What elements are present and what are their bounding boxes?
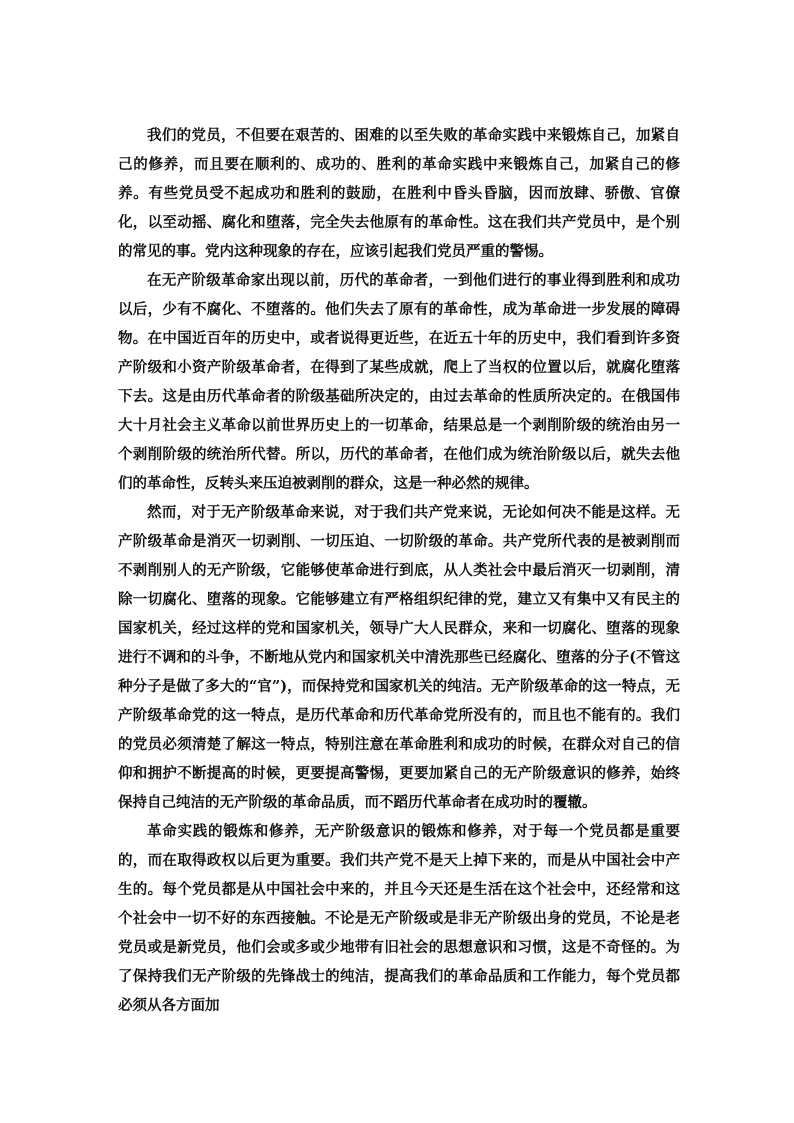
paragraph-1: 我们的党员，不但要在艰苦的、困难的以至失败的革命实践中来锻炼自己，加紧自己的修养，而且要在顺利的、成功的、胜利的革命实践中来锻炼自己，加紧自己的修养。有些党员受不起成功和胜利的鼓励，在胜利中昏头昏脑，因而放肆、骄傲、官僚化，以至动摇、腐化和堕落，完全失去他原有的革命性。这在我们共产党员中，是个别的常见的事。党内这种现象的存在，应该引起我们党员严重的警惕。 <box>118 127 680 260</box>
document-body <box>118 121 680 1020</box>
paragraph-2: 在无产阶级革命家出现以前，历代的革命者，一到他们进行的事业得到胜利和成功以后，少有不腐化、不堕落的。他们失去了原有的革命性，成为革命进一步发展的障碍物。在中国近百年的历史中，或者说得更近些，在近五十年的历史中，我们看到许多资产阶级和小资产阶级革命者，在得到了某些成就，爬上了当权的位置以后，就腐化堕落下去。这是由历代革命者的阶级基础所决定的，由过去革命的性质所决定的。在俄国伟大十月社会主义革命以前世界历史上的一切革命，结果总是一个剥削阶级的统治由另一个剥削阶级的统治所代替。所以，历代的革命者，在他们成为统治阶级以后，就失去他们的革命性，反转头来压迫被剥削的群众，这是一种必然的规律。 <box>118 272 680 492</box>
paragraph-3: 然而，对于无产阶级革命来说，对于我们共产党来说，无论如何决不能是这样。无产阶级革命是消灭一切剥削、一切压迫、一切阶级的革命。共产党所代表的是被剥削而不剥削别人的无产阶级，它能够使革命进行到底，从人类社会中最后消灭一切剥削，清除一切腐化、堕落的现象。它能够建立有严格组织纪律的党，建立又有集中又有民主的国家机关，经过这样的党和国家机关，领导广大人民群众，来和一切腐化、堕落的现象进行不调和的斗争，不断地从党内和国家机关中清洗那些已经腐化、堕落的分子(不管这种分子是做了多大的“官”)，而保持党和国家机关的纯洁。无产阶级革命的这一特点，无产阶级革命党的这一特点，是历代革命和历代革命党所没有的，而且也不能有的。我们的党员必须清楚了解这一特点，特别注意在革命胜利和成功的时候，在群众对自己的信仰和拥护不断提高的时候，更要提高警惕，更要加紧自己的无产阶级意识的修养，始终保持自己纯洁的无产阶级的革命品质，而不蹈历代革命者在成功时的覆辙。 <box>118 504 680 811</box>
paragraph-4: 革命实践的锻炼和修养，无产阶级意识的锻炼和修养，对于每一个党员都是重要的，而在取得政权以后更为重要。我们共产党不是天上掉下来的，而是从中国社会中产生的。每个党员都是从中国社会中来的，并且今天还是生活在这个社会中，还经常和这个社会中一切不好的东西接触。不论是无产阶级或是非无产阶级出身的党员，不论是老党员或是新党员，他们会或多或少地带有旧社会的思想意识和习惯，这是不奇怪的。为了保持我们无产阶级的先锋战士的纯洁，提高我们的革命品质和工作能力，每个党员都必须从各方面加 <box>118 823 680 1014</box>
